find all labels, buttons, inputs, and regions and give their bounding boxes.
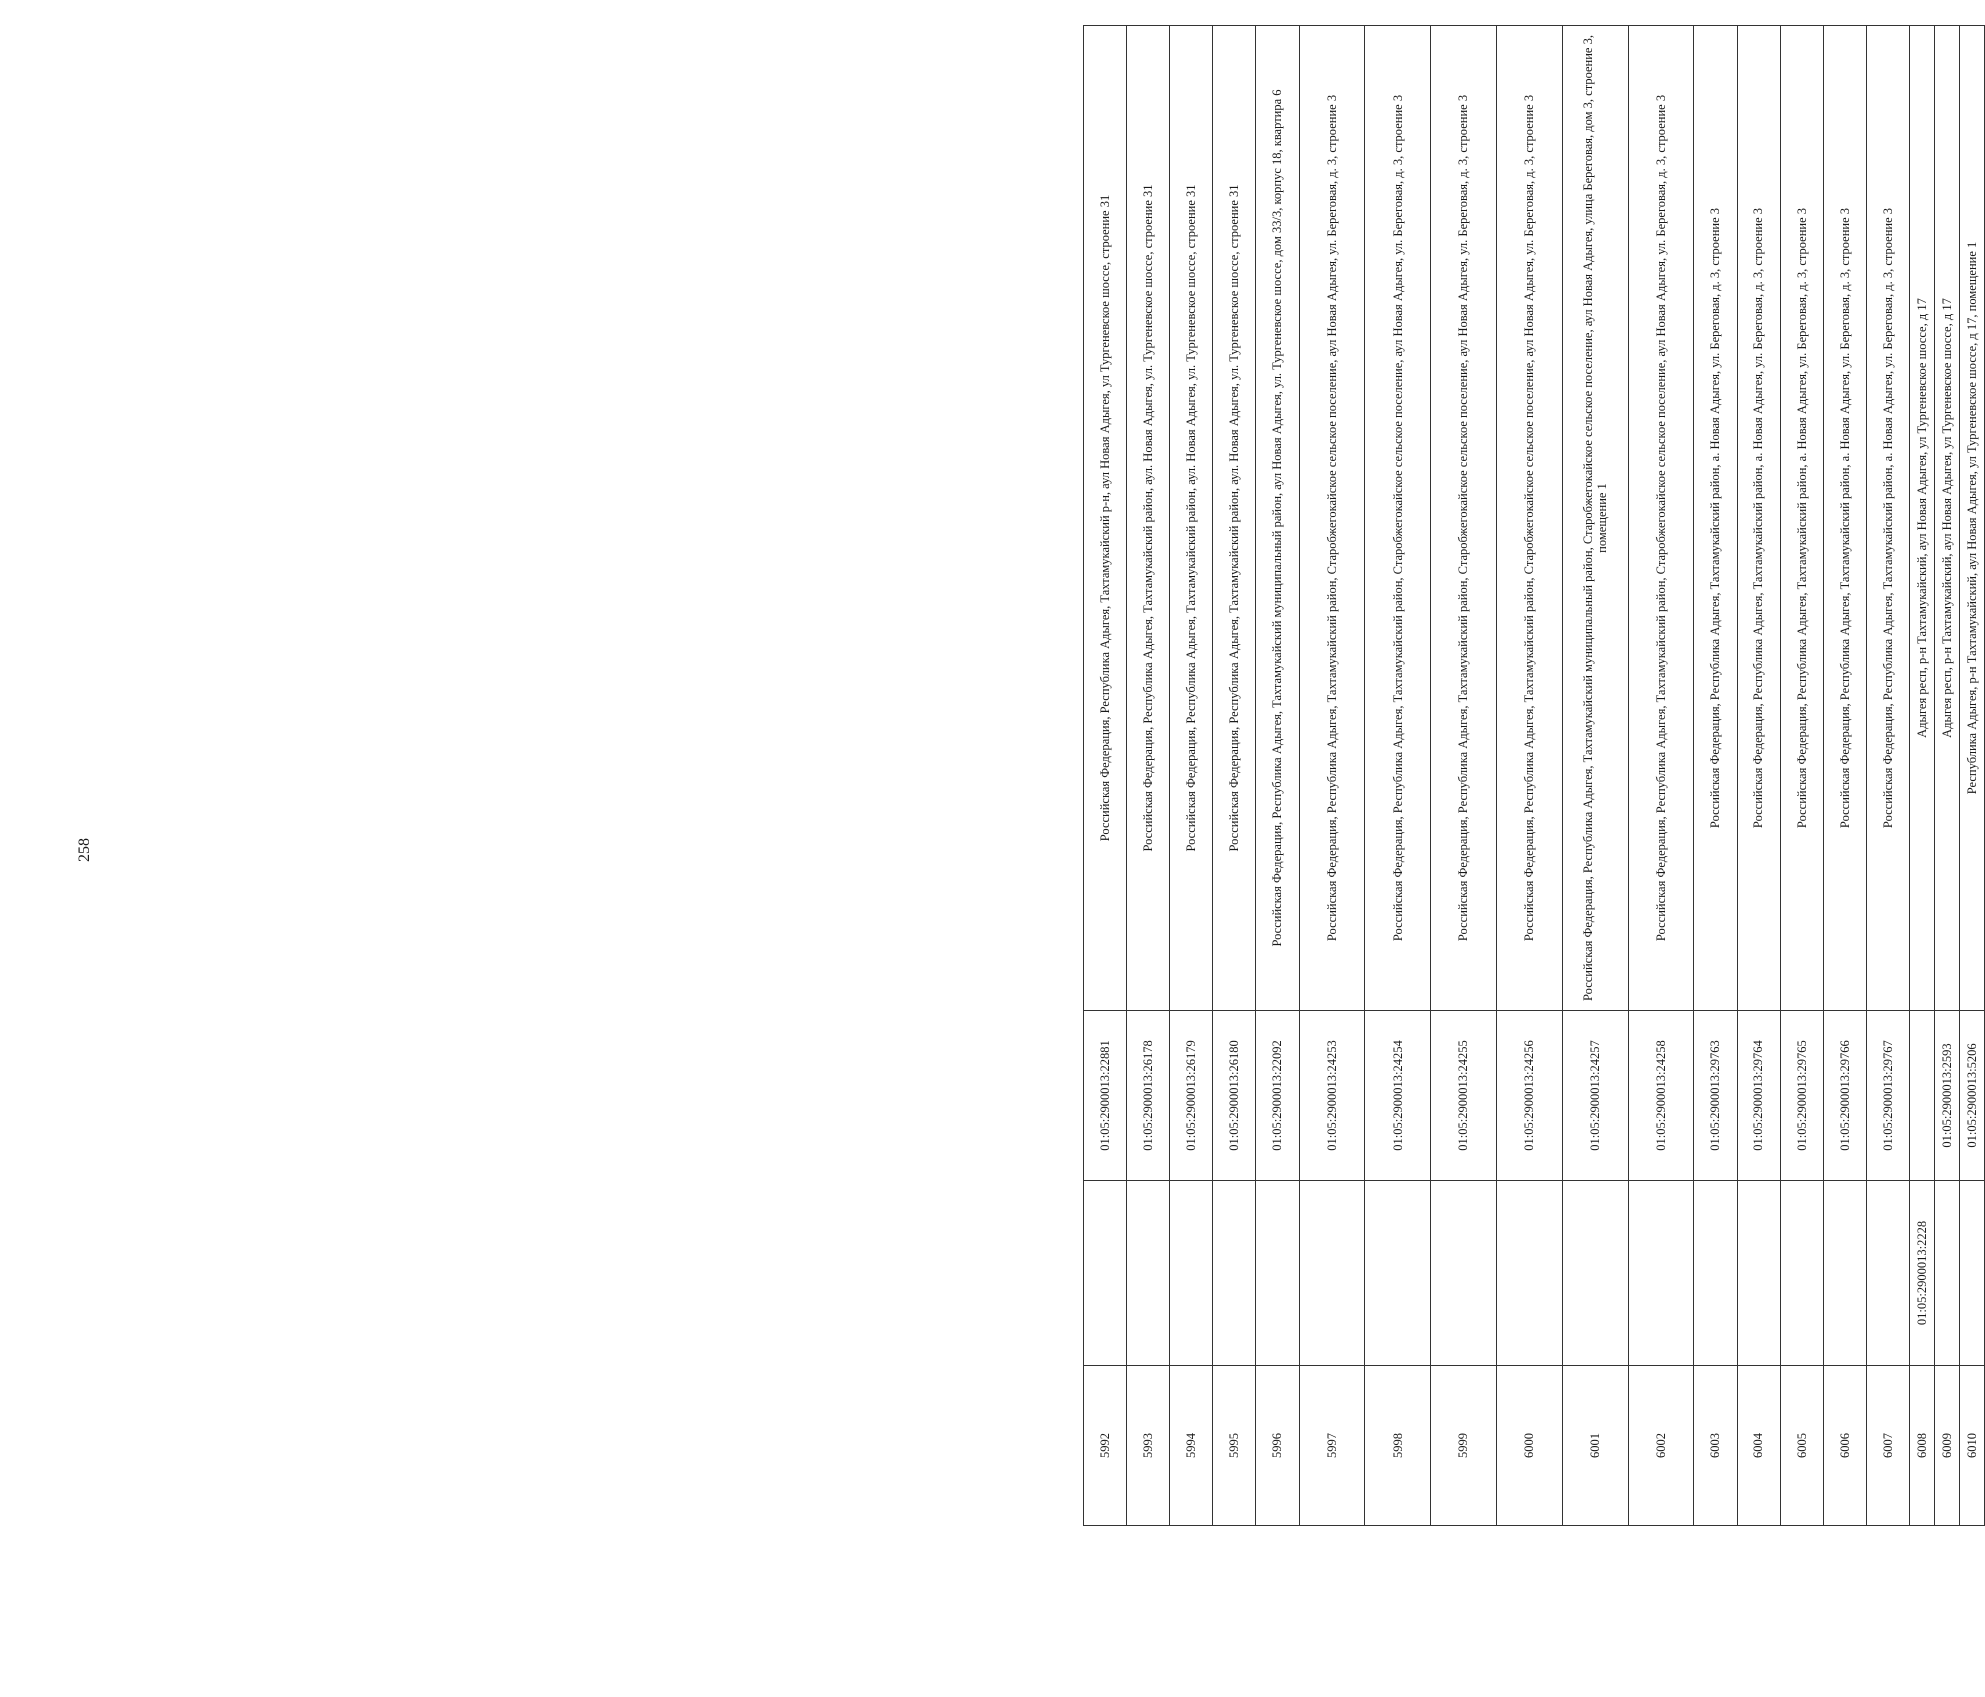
address-cell: Российская Федерация, Республика Адыгея, Тахтамукайский район, аул. Новая Адыгея, ул. Тургеневское шоссе, строение 31 bbox=[1213, 26, 1256, 1011]
row-number: 5993 bbox=[1127, 1366, 1170, 1526]
row-number: 6006 bbox=[1823, 1366, 1866, 1526]
table-row bbox=[1127, 26, 1170, 1526]
cadastral-number-b: 01:05:2900013:29767 bbox=[1866, 1011, 1909, 1181]
cadastral-number-b: 01:05:2900013:24254 bbox=[1365, 1011, 1431, 1181]
cadastral-number-b: 01:05:2900013:26178 bbox=[1127, 1011, 1170, 1181]
rotated-table-wrapper bbox=[1083, 26, 1985, 1526]
row-number: 6010 bbox=[1959, 1366, 1984, 1526]
address-cell: Российская Федерация, Республика Адыгея, Тахтамукайский район, аул. Новая Адыгея, ул. Тургеневское шоссе, строение 31 bbox=[1127, 26, 1170, 1011]
row-number: 6001 bbox=[1562, 1366, 1628, 1526]
table-row bbox=[1256, 26, 1299, 1526]
cadastral-number-b: 01:05:2900013:24255 bbox=[1431, 1011, 1497, 1181]
table-row bbox=[1299, 26, 1365, 1526]
address-cell: Российская Федерация, Республика Адыгея, Тахтамукайский муниципальный район, Старобжегокайское сельское поселение, аул Новая Адыгея, улица Береговая, дом 3, строение 3, помещение 1 bbox=[1562, 26, 1628, 1011]
row-number: 5997 bbox=[1299, 1366, 1365, 1526]
cadastral-number-a bbox=[1256, 1181, 1299, 1366]
cadastral-number-a: 01:05:2900013:2228 bbox=[1909, 1181, 1934, 1366]
cadastral-number-b: 01:05:2900013:24258 bbox=[1628, 1011, 1694, 1181]
row-number: 5994 bbox=[1170, 1366, 1213, 1526]
address-table-body bbox=[1084, 26, 1985, 1526]
address-cell: Российская Федерация, Республика Адыгея, Тахтамукайский район, а. Новая Адыгея, ул. Береговая, д. 3, строение 3 bbox=[1780, 26, 1823, 1011]
cadastral-number-b: 01:05:2900013:24253 bbox=[1299, 1011, 1365, 1181]
row-number: 5995 bbox=[1213, 1366, 1256, 1526]
cadastral-number-a bbox=[1365, 1181, 1431, 1366]
row-number: 5996 bbox=[1256, 1366, 1299, 1526]
table-row bbox=[1628, 26, 1694, 1526]
address-cell: Российская Федерация, Республика Адыгея, Тахтамукайский район, Старобжегокайское сельское поселение, аул Новая Адыгея, ул. Береговая, д. 3, строение 3 bbox=[1299, 26, 1365, 1011]
cadastral-number-b: 01:05:2900013:29766 bbox=[1823, 1011, 1866, 1181]
table-row bbox=[1213, 26, 1256, 1526]
table-row bbox=[1170, 26, 1213, 1526]
cadastral-number-b: 01:05:2900013:5206 bbox=[1959, 1011, 1984, 1181]
cadastral-number-b: 01:05:2900013:26179 bbox=[1170, 1011, 1213, 1181]
cadastral-number-a bbox=[1562, 1181, 1628, 1366]
address-cell: Адыгея респ, р-н Тахтамукайский, аул Новая Адыгея, ул Тургеневское шоссе, д 17 bbox=[1909, 26, 1934, 1011]
row-number: 6008 bbox=[1909, 1366, 1934, 1526]
address-cell: Российская Федерация, Республика Адыгея, Тахтамукайский р-н, аул Новая Адыгея, ул Тургеневское шоссе, строение 31 bbox=[1084, 26, 1127, 1011]
cadastral-number-a bbox=[1170, 1181, 1213, 1366]
cadastral-number-a bbox=[1737, 1181, 1780, 1366]
table-row bbox=[1780, 26, 1823, 1526]
table-row bbox=[1365, 26, 1431, 1526]
cadastral-number-b: 01:05:2900013:29763 bbox=[1694, 1011, 1737, 1181]
address-cell: Российская Федерация, Республика Адыгея, Тахтамукайский район, Старобжегокайское сельское поселение, аул Новая Адыгея, ул. Береговая, д. 3, строение 3 bbox=[1628, 26, 1694, 1011]
cadastral-number-a bbox=[1694, 1181, 1737, 1366]
cadastral-number-a bbox=[1431, 1181, 1497, 1366]
cadastral-number-b: 01:05:2900013:29765 bbox=[1780, 1011, 1823, 1181]
table-row bbox=[1694, 26, 1737, 1526]
cadastral-number-b: 01:05:2900013:2593 bbox=[1934, 1011, 1959, 1181]
address-cell: Российская Федерация, Республика Адыгея, Тахтамукайский район, Старобжегокайское сельское поселение, аул Новая Адыгея, ул. Береговая, д. 3, строение 3 bbox=[1496, 26, 1562, 1011]
table-row bbox=[1562, 26, 1628, 1526]
page-number: 258 bbox=[76, 838, 93, 862]
cadastral-number-b: 01:05:2900013:29764 bbox=[1737, 1011, 1780, 1181]
address-cell: Российская Федерация, Республика Адыгея, Тахтамукайский район, а. Новая Адыгея, ул. Береговая, д. 3, строение 3 bbox=[1866, 26, 1909, 1011]
cadastral-number-a bbox=[1780, 1181, 1823, 1366]
cadastral-number-a bbox=[1084, 1181, 1127, 1366]
row-number: 6009 bbox=[1934, 1366, 1959, 1526]
address-cell: Российская Федерация, Республика Адыгея, Тахтамукайский район, аул. Новая Адыгея, ул. Тургеневское шоссе, строение 31 bbox=[1170, 26, 1213, 1011]
cadastral-number-b bbox=[1909, 1011, 1934, 1181]
row-number: 6004 bbox=[1737, 1366, 1780, 1526]
cadastral-number-a bbox=[1127, 1181, 1170, 1366]
table-row bbox=[1431, 26, 1497, 1526]
cadastral-number-a bbox=[1934, 1181, 1959, 1366]
table-row bbox=[1909, 26, 1934, 1526]
row-number: 6003 bbox=[1694, 1366, 1737, 1526]
row-number: 6005 bbox=[1780, 1366, 1823, 1526]
address-cell: Адыгея респ, р-н Тахтамукайский, аул Новая Адыгея, ул Тургеневское шоссе, д 17 bbox=[1934, 26, 1959, 1011]
table-row bbox=[1496, 26, 1562, 1526]
row-number: 5998 bbox=[1365, 1366, 1431, 1526]
address-cell: Российская Федерация, Республика Адыгея, Тахтамукайский муниципальный район, аул Новая Адыгея, ул. Тургеневское шоссе, дом 33/3, корпус 18, квартира 6 bbox=[1256, 26, 1299, 1011]
cadastral-number-b: 01:05:2900013:24257 bbox=[1562, 1011, 1628, 1181]
cadastral-number-b: 01:05:2900013:22881 bbox=[1084, 1011, 1127, 1181]
row-number: 5999 bbox=[1431, 1366, 1497, 1526]
cadastral-number-a bbox=[1628, 1181, 1694, 1366]
address-cell: Республика Адыгея, р-н Тахтамукайский, аул Новая Адыгея, ул Тургеневское шоссе, д 17, помещение 1 bbox=[1959, 26, 1984, 1011]
cadastral-number-a bbox=[1299, 1181, 1365, 1366]
cadastral-number-b: 01:05:2900013:26180 bbox=[1213, 1011, 1256, 1181]
cadastral-number-a bbox=[1959, 1181, 1984, 1366]
address-cell: Российская Федерация, Республика Адыгея, Тахтамукайский район, а. Новая Адыгея, ул. Береговая, д. 3, строение 3 bbox=[1737, 26, 1780, 1011]
cadastral-number-a bbox=[1213, 1181, 1256, 1366]
cadastral-number-a bbox=[1496, 1181, 1562, 1366]
row-number: 5992 bbox=[1084, 1366, 1127, 1526]
cadastral-number-b: 01:05:2900013:22092 bbox=[1256, 1011, 1299, 1181]
table-row bbox=[1934, 26, 1959, 1526]
row-number: 6007 bbox=[1866, 1366, 1909, 1526]
row-number: 6002 bbox=[1628, 1366, 1694, 1526]
row-number: 6000 bbox=[1496, 1366, 1562, 1526]
table-row bbox=[1737, 26, 1780, 1526]
table-row bbox=[1959, 26, 1984, 1526]
address-table bbox=[1083, 25, 1985, 1526]
cadastral-number-a bbox=[1823, 1181, 1866, 1366]
address-cell: Российская Федерация, Республика Адыгея, Тахтамукайский район, а. Новая Адыгея, ул. Береговая, д. 3, строение 3 bbox=[1694, 26, 1737, 1011]
address-cell: Российская Федерация, Республика Адыгея, Тахтамукайский район, а. Новая Адыгея, ул. Береговая, д. 3, строение 3 bbox=[1823, 26, 1866, 1011]
cadastral-number-a bbox=[1866, 1181, 1909, 1366]
table-row bbox=[1866, 26, 1909, 1526]
table-row bbox=[1084, 26, 1127, 1526]
address-cell: Российская Федерация, Республика Адыгея, Тахтамукайский район, Старобжегокайское сельское поселение, аул Новая Адыгея, ул. Береговая, д. 3, строение 3 bbox=[1431, 26, 1497, 1011]
table-row bbox=[1823, 26, 1866, 1526]
cadastral-number-b: 01:05:2900013:24256 bbox=[1496, 1011, 1562, 1181]
address-cell: Российская Федерация, Республика Адыгея, Тахтамукайский район, Старобжегокайское сельское поселение, аул Новая Адыгея, ул. Береговая, д. 3, строение 3 bbox=[1365, 26, 1431, 1011]
